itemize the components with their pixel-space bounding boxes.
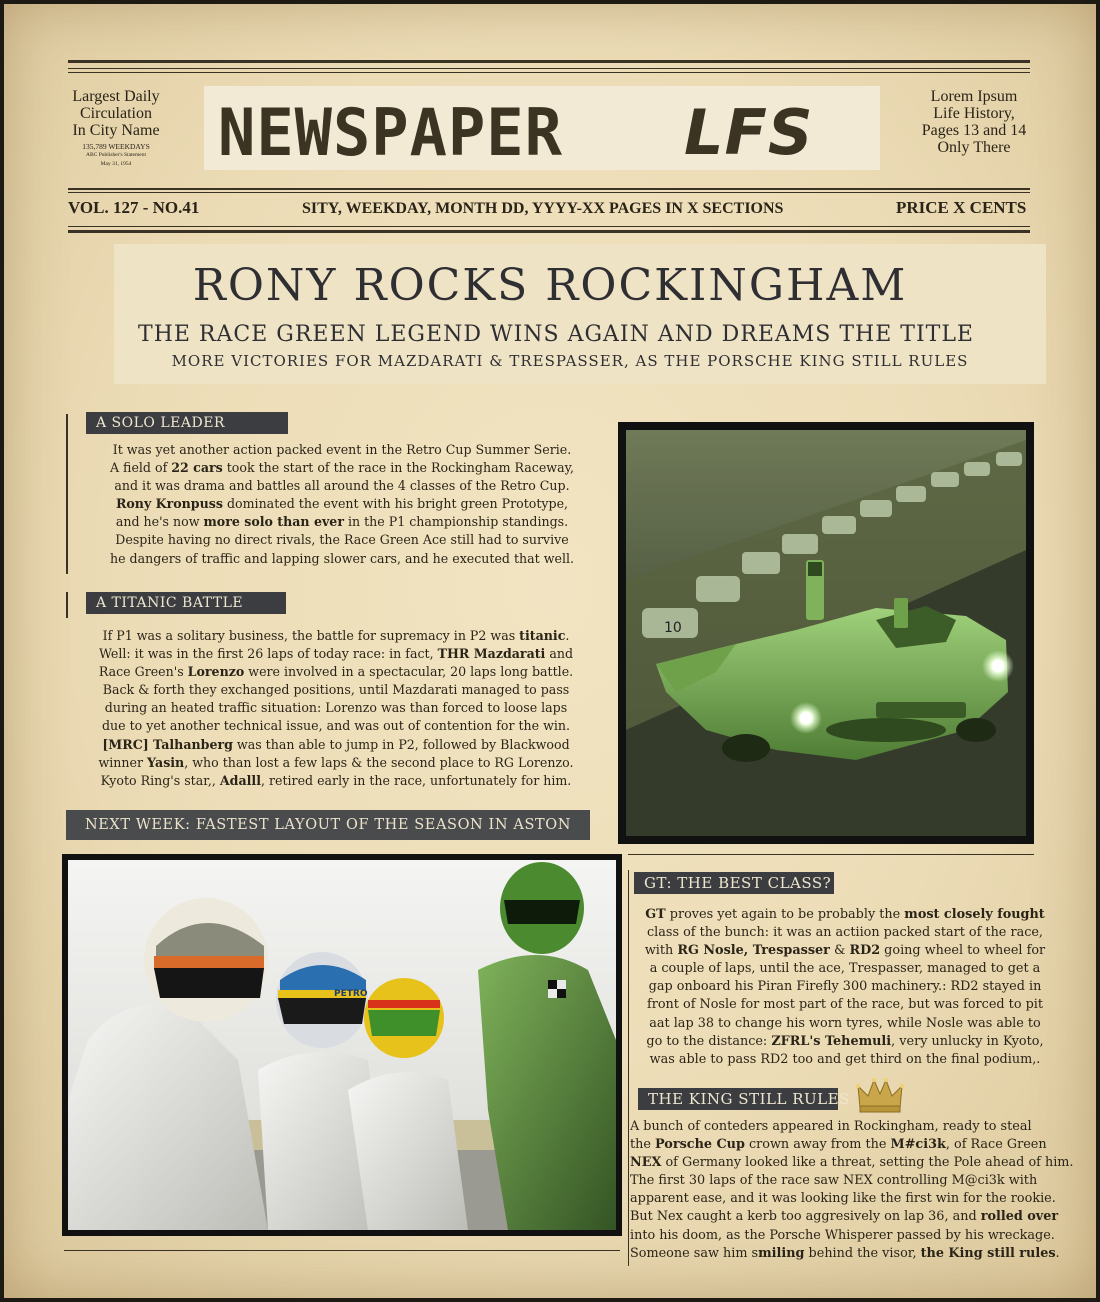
king-l8e: . xyxy=(1055,1245,1060,1261)
king-l2d: M#ci3k xyxy=(890,1137,946,1153)
titanic-line-5 xyxy=(62,699,610,717)
titanic-l7b: was than able to jump in P2, followed by Blackwood xyxy=(232,736,570,752)
solo-line-2 xyxy=(74,459,610,477)
king-l8a: Someone saw him s xyxy=(630,1245,759,1261)
top-rule-thin xyxy=(68,68,1030,69)
drivers-illustration xyxy=(68,860,616,1230)
king-text xyxy=(630,1118,1088,1263)
gt-l3a: with xyxy=(644,943,678,959)
solo-l4b: dominated the event with his bright green Prototype, xyxy=(222,496,569,512)
king-l8b: miling xyxy=(758,1245,805,1261)
section-tag-gt: GT: THE BEST CLASS? xyxy=(634,872,834,894)
king-l2b: Porsche Cup xyxy=(655,1137,745,1153)
car-number-text: 10 xyxy=(664,620,682,636)
gt-l3e: going wheel to wheel for xyxy=(880,943,1046,959)
titanic-l3a: Race Green's xyxy=(98,664,188,680)
titanic-l1b: titanic xyxy=(519,628,566,643)
solo-l4a: Rony Kronpuss xyxy=(115,496,223,512)
gt-l8b: ZFRL's Tehemuli xyxy=(771,1033,892,1049)
titanic-l5: during an heated traffic situation: Lorenzo was than forced to loose laps xyxy=(104,700,568,716)
gt-l8c: , very unlucky in Kyoto, xyxy=(891,1033,1044,1049)
gt-text xyxy=(630,906,1060,1069)
gt-l1a: GT xyxy=(645,907,666,922)
circulation-line-2: Circulation xyxy=(80,105,152,122)
solo-l1: It was yet another action packed event in the Retro Cup Summer Serie. xyxy=(112,442,572,457)
solo-l5b: more solo than ever xyxy=(203,514,344,530)
king-l3a: NEX xyxy=(630,1155,662,1171)
solo-line-6 xyxy=(74,531,610,549)
dateline: SITY, WEEKDAY, MONTH DD, YYYY-XX PAGES IN X SECTIONS xyxy=(302,200,784,217)
gt-l1c: most closely fought xyxy=(904,907,1045,922)
masthead xyxy=(204,86,880,170)
king-l2c: crown away from the xyxy=(744,1137,891,1153)
solo-line-1 xyxy=(74,441,610,459)
titanic-l8c: , who than lost a few laps & the second place to RG Lorenzo. xyxy=(184,754,574,770)
gt-line-2 xyxy=(630,924,1060,942)
king-l4: The first 30 laps of the race saw NEX controlling M@ci3k with xyxy=(630,1173,1038,1189)
titanic-l2a: Well: it was in the first 26 laps of today race: in fact, xyxy=(98,646,438,662)
king-line-1 xyxy=(630,1118,1088,1136)
titanic-l3c: were involved in a spectacular, 20 laps long battle. xyxy=(244,664,574,680)
race-car-illustration xyxy=(626,430,1026,836)
gt-l7: aat lap 38 to change his worn tyres, while Nosle was able to xyxy=(649,1015,1041,1031)
sub-headline: THE RACE GREEN LEGEND WINS AGAIN AND DREAMS THE TITLE xyxy=(138,322,974,347)
king-l8d: the King still rules xyxy=(920,1245,1056,1261)
solo-leader-text xyxy=(74,441,610,568)
strip-rule-bottom-thick xyxy=(68,230,1030,233)
main-headline: RONY ROCKS ROCKINGHAM xyxy=(192,260,908,311)
gt-l3b: RG Nosle, Trespasser xyxy=(677,943,830,959)
gt-l3c: & xyxy=(829,943,850,959)
titanic-vbar xyxy=(66,592,68,618)
king-l2a: the xyxy=(630,1137,656,1153)
circulation-box xyxy=(56,88,176,169)
titanic-l4: Back & forth they exchanged positions, until Mazdarati managed to pass xyxy=(102,682,570,698)
king-l5: apparent ease, and it was looking like the first win for the rookie. xyxy=(630,1191,1056,1207)
titanic-line-6 xyxy=(62,717,610,735)
lorem-line-1: Lorem Ipsum xyxy=(930,88,1018,105)
gt-line-5 xyxy=(630,978,1060,996)
newspaper-page xyxy=(4,4,1096,1298)
circulation-line-3: In City Name xyxy=(72,122,160,139)
solo-l5c: in the P1 championship standings. xyxy=(343,514,569,530)
masthead-lfs: LFS xyxy=(684,96,814,169)
solo-vbar xyxy=(66,414,68,574)
solo-line-5 xyxy=(74,513,610,531)
gt-line-9 xyxy=(630,1051,1060,1069)
titanic-l2c: and xyxy=(545,646,574,662)
solo-line-4 xyxy=(74,495,610,513)
gt-l1b: proves yet again to be probably the xyxy=(665,907,905,922)
section-tag-king: THE KING STILL RULES xyxy=(638,1088,838,1110)
solo-l7: he dangers of traffic and lapping slower cars, and he executed that well. xyxy=(109,550,575,566)
gt-line-7 xyxy=(630,1015,1060,1033)
titanic-line-2 xyxy=(62,645,610,663)
top-rule-thick xyxy=(68,60,1030,63)
titanic-l1a: If P1 was a solitary business, the battle for supremacy in P2 was xyxy=(102,628,520,643)
solo-line-3 xyxy=(74,477,610,495)
lorem-line-3: Pages 13 and 14 xyxy=(921,122,1027,139)
top-rule-thin-2 xyxy=(68,72,1030,73)
titanic-line-3 xyxy=(62,663,610,681)
gt-line-6 xyxy=(630,996,1060,1014)
gt-l5: gap onboard his Piran Firefly 300 machinery.: RD2 stayed in xyxy=(648,979,1042,995)
titanic-l7a: [MRC] Talhanberg xyxy=(102,736,233,752)
gt-l6: front of Nosle for most part of the race, but was forced to pit xyxy=(646,997,1044,1013)
king-l7: into his doom, as the Porsche Whisperer passed by his wreckage. xyxy=(630,1227,1055,1243)
gt-line-4 xyxy=(630,960,1060,978)
titanic-line-8 xyxy=(62,754,610,772)
king-l6b: rolled over xyxy=(980,1209,1059,1225)
king-l2e: , of Race Green xyxy=(945,1137,1047,1153)
king-l3b: of Germany looked like a threat, setting the Pole ahead of him. xyxy=(661,1155,1074,1171)
drivers-photo xyxy=(68,860,616,1230)
strip-rule-bottom xyxy=(68,226,1030,227)
sub-headline-2: MORE VICTORIES FOR MAZDARATI & TRESPASSER, AS THE PORSCHE KING STILL RULES xyxy=(171,352,969,370)
titanic-battle-text xyxy=(62,627,610,790)
solo-l2c: took the start of the race in the Rockingham Raceway, xyxy=(222,460,575,476)
king-line-2 xyxy=(630,1136,1088,1154)
titanic-l8a: winner xyxy=(98,754,148,770)
titanic-line-1 xyxy=(62,627,610,645)
titanic-line-9 xyxy=(62,772,610,790)
gt-line-1 xyxy=(630,906,1060,924)
titanic-l2b: THR Mazdarati xyxy=(437,646,546,662)
titanic-l8b: Yasin xyxy=(147,754,185,770)
gt-l3d: RD2 xyxy=(849,943,881,959)
next-week-banner: NEXT WEEK: FASTEST LAYOUT OF THE SEASON IN ASTON xyxy=(66,810,590,840)
king-l1: A bunch of conteders appeared in Rockingham, ready to steal xyxy=(630,1119,1032,1134)
gt-l4: a couple of laps, until the ace, Trespasser, managed to get a xyxy=(649,961,1041,977)
circulation-line-1: Largest Daily xyxy=(72,88,160,105)
king-l8c: behind the visor, xyxy=(804,1245,921,1261)
circulation-small-1: 135,789 WEEKDAYS xyxy=(82,142,150,151)
king-line-3 xyxy=(630,1154,1088,1172)
strip-rule-top xyxy=(68,188,1030,190)
strip-rule-top-thin xyxy=(68,192,1030,193)
lorem-box xyxy=(910,88,1038,156)
king-line-5 xyxy=(630,1190,1088,1208)
king-l6a: But Nex caught a kerb too aggresively on lap 36, and xyxy=(630,1209,981,1225)
titanic-l9b: Adalll xyxy=(219,772,261,788)
titanic-l1c: . xyxy=(565,628,570,643)
king-line-6 xyxy=(630,1208,1088,1226)
king-line-8 xyxy=(630,1245,1088,1263)
solo-l2b: 22 cars xyxy=(171,460,223,476)
price: PRICE X CENTS xyxy=(896,198,1027,217)
titanic-l3b: Lorenzo xyxy=(187,664,245,680)
gt-line-8 xyxy=(630,1033,1060,1051)
king-line-7 xyxy=(630,1227,1088,1245)
titanic-l9c: , retired early in the race, unfortunately for him. xyxy=(260,772,572,788)
gt-l8a: go to the distance: xyxy=(646,1033,772,1049)
gt-l9: was able to pass RD2 too and get third on the final podium,. xyxy=(649,1051,1041,1067)
solo-l3: and it was drama and battles all around the 4 classes of the Retro Cup. xyxy=(114,478,570,494)
titanic-line-7 xyxy=(62,736,610,754)
gt-l2: class of the bunch: it was an actiion packed start of the race, xyxy=(646,925,1044,941)
circulation-small-2: ABC Publisher's Statement xyxy=(86,152,146,158)
crown-icon xyxy=(856,1074,904,1114)
volume-number: VOL. 127 - NO.41 xyxy=(68,198,200,217)
right-column-vbar xyxy=(628,870,629,1266)
solo-l2a: A field of xyxy=(109,460,172,476)
section-tag-titanic-battle: A TITANIC BATTLE xyxy=(86,592,286,614)
titanic-line-4 xyxy=(62,681,610,699)
titanic-l9a: Kyoto Ring's star,, xyxy=(100,772,220,788)
gt-line-3 xyxy=(630,942,1060,960)
circulation-small-3: May 31, 1954 xyxy=(100,161,132,167)
lorem-line-4: Only There xyxy=(937,139,1011,156)
solo-l6: Despite having no direct rivals, the Race Green Ace still had to survive xyxy=(115,532,569,548)
solo-line-7 xyxy=(74,550,610,568)
lorem-line-2: Life History, xyxy=(933,105,1015,122)
section-tag-solo-leader: A SOLO LEADER xyxy=(86,412,288,434)
solo-l5a: and he's now xyxy=(115,514,204,530)
bottom-left-rule xyxy=(64,1250,620,1251)
king-line-4 xyxy=(630,1172,1088,1190)
titanic-l6: due to yet another technical issue, and was out of contention for the win. xyxy=(101,718,571,734)
right-column-rule xyxy=(628,854,1034,855)
masthead-title: NEWSPAPER xyxy=(218,94,563,171)
helmet-text: PETRO xyxy=(334,989,368,999)
car-photo xyxy=(626,430,1026,836)
